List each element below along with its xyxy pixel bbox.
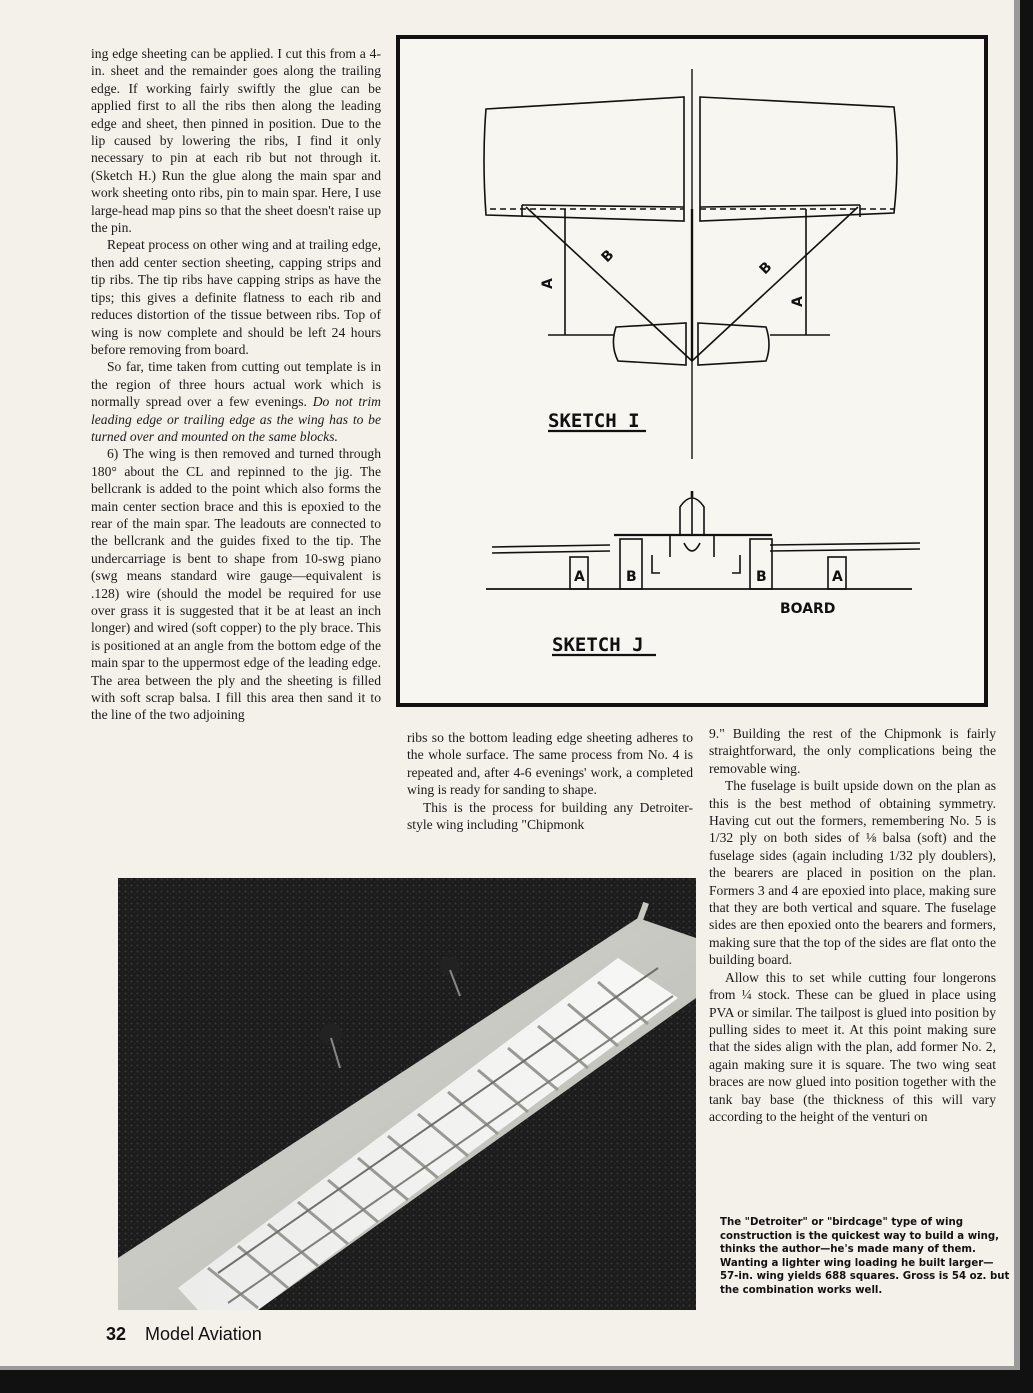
dimension-label-b-right: B — [756, 258, 776, 278]
paragraph: Allow this to set while cutting four longerons from ¼ stock. These can be glued in place using PVA or similar. The tailpost is glued into position by pulling sides to meet it. At this point making sure that the sides align with the plan, add former No. 2, again making sure it is square. The two wing seat braces are now glued into position together with the tank bay base (the thickness of this will vary according to the height of the venturi on — [709, 969, 996, 1124]
paragraph: This is the process for building any Detroiter-style wing including "Chipmonk — [407, 799, 693, 833]
sketch-j-label: SKETCH J — [552, 634, 644, 656]
block-label-a-right: A — [832, 569, 843, 585]
page-footer — [106, 1324, 262, 1345]
left-tailplane — [613, 323, 686, 365]
pin-head — [440, 956, 460, 976]
block-label-a-left: A — [574, 569, 585, 585]
text-column-right — [709, 725, 996, 1125]
magazine-title: Model Aviation — [145, 1324, 262, 1344]
paragraph — [91, 358, 381, 445]
paragraph: The fuselage is built upside down on the plan as this is the best method of obtaining symmetry. Having cut out the formers, remembering No. 5 is 1/32 ply on both sides of ⅛ balsa (soft) and the fuselage sides (again including 1/32 ply doublers), the bearers are placed in position on the plan. Formers 3 and 4 are epoxied into place, making sure that they are both vertical and square. The fuselage sides are then epoxied onto the bearers and formers, making sure that the top of the sides are flat onto the building board. — [709, 778, 996, 968]
text-column-left — [91, 45, 381, 724]
photo-caption: The "Detroiter" or "birdcage" type of wing construction is the quickest way to build a wing, thinks the author—he's made many of them. Wanting a lighter wing loading he built larger—57-in. wing yields 688 squares. Gross is 54 oz. but the combination works well. — [720, 1217, 1010, 1296]
paragraph: Repeat process on other wing and at trailing edge, then add center section sheeting, capping strips and tip ribs. The tip ribs have capping strips as have the tips; this gives a definite flatness to each rib and reduces distortion of the tissue between ribs. Top of wing is now complete and should be left 24 hours before removing from board. — [91, 237, 381, 357]
block-label-b-right: B — [756, 569, 767, 585]
paragraph: 9." Building the rest of the Chipmonk is fairly straightforward, the only complications being the removable wing. — [709, 726, 996, 776]
page-number: 32 — [106, 1324, 127, 1344]
paragraph: ribs so the bottom leading edge sheeting adheres to the whole surface. The same process from No. 4 is repeated and, after 4-6 evenings' work, a completed wing is ready for sanding to shape. — [407, 730, 693, 798]
pin-head — [320, 1023, 342, 1045]
paragraph: ing edge sheeting can be applied. I cut this from a 4-in. sheet and the remainder goes along the trailing edge. If working fairly swiftly the glue can be applied first to all the ribs then along the leading edge and sheet, then pinned in position. Due to the lip caused by lowering the ribs, I find it only necessary to pin at each rib but not through it. (Sketch H.) Run the glue along the main spar and work sheeting onto ribs, pin to main spar. Here, I use large-head map pins so that the sheet doesn't raise up the pin. — [91, 46, 381, 236]
paragraph-text: So far, time taken from cutting out template is in the region of three hours actual work which is normally spread over a few evenings. — [91, 359, 381, 410]
sketch-i-label: SKETCH I — [548, 410, 640, 432]
board-label: BOARD — [780, 601, 836, 617]
right-tailplane — [698, 323, 769, 365]
photo-rendering — [118, 878, 696, 1310]
wing-construction-photo — [118, 878, 696, 1310]
paragraph: 6) The wing is then removed and turned through 180° about the CL and repinned to the jig. The bellcrank is added to the point which also forms the main center section brace and this is epoxied to the rear of the main spar. The leadouts are connected to the bellcrank and the guides fixed to the tip. The undercarriage is bent to shape from 10-swg piano (swg means standard wire gauge—equivalent is .128) wire (should the model be required for use over grass it is suggested that it be at least an inch longer) and wired (soft copper) to the ply brace. This is positioned at an angle from the bottom edge of the main spar to the uppermost edge of the leading edge. The area between the ply and the sheeting is filled with soft scrap balsa. I fill this area then sand it to the line of the two adjoining — [91, 446, 381, 723]
sketch-drawing — [400, 39, 984, 703]
italic-instruction: Do not trim leading edge or trailing edge as the wing has to be turned over and mounted on the same blocks. — [91, 394, 381, 444]
right-wing-panel — [700, 97, 897, 221]
dimension-label-a-right: A — [790, 296, 806, 307]
block-label-b-left: B — [626, 569, 637, 585]
text-column-middle — [407, 729, 693, 833]
left-wing-panel — [484, 97, 684, 221]
dimension-label-a-left: A — [540, 278, 556, 289]
sketch-figure-box — [396, 35, 988, 707]
dimension-label-b-left: B — [598, 246, 618, 266]
